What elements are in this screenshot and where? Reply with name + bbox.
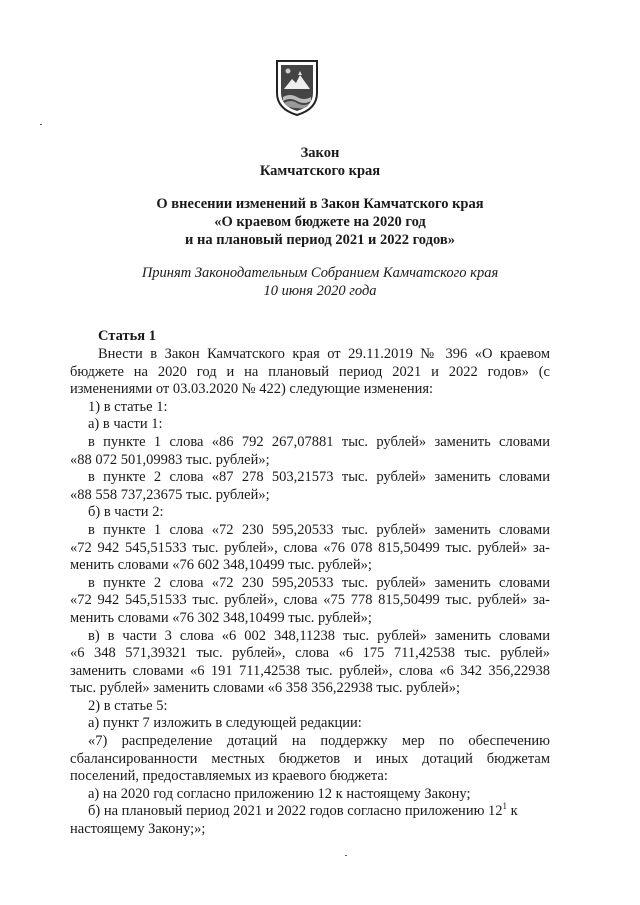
text-line: а) на 2020 год согласно приложению 12 к настоящему Закону; xyxy=(88,785,471,802)
text-line: Внести в Закон Камчатского края от 29.11.2019 № 396 «О краевом xyxy=(98,346,550,362)
text-line: «88 558 737,23675 тыс. рублей»; xyxy=(70,486,270,503)
text-line: настоящему Закону;»; xyxy=(70,821,206,838)
text-line: в) в части 3 слова «6 002 348,11238 тыс. рублей» заменить словами xyxy=(88,627,550,644)
subject-line-1: О внесении изменений в Закон Камчатского края xyxy=(156,196,484,212)
text-line: бюджете на 2020 год и на плановый период 2021 и 2022 годов» (с xyxy=(70,363,550,380)
text-line: 2) в статье 5: xyxy=(88,697,168,714)
article-heading: Статья 1 xyxy=(98,328,156,344)
subject-line-2: «О краевом бюджете на 2020 год xyxy=(214,214,426,230)
text-line: изменениями от 03.03.2020 № 422) следующие изменения: xyxy=(70,381,434,398)
text-line: б) в части 2: xyxy=(88,504,164,521)
text-line: в пункте 1 слова «72 230 595,20533 тыс. рублей» заменить словами xyxy=(88,521,550,538)
text-line-part: к xyxy=(510,803,518,820)
text-line: в пункте 2 слова «72 230 595,20533 тыс. рублей» заменить словами xyxy=(88,574,550,591)
text-line: в пункте 2 слова «87 278 503,21573 тыс. рублей» заменить словами xyxy=(88,469,550,486)
text-line: «6 348 571,39321 тыс. рублей», слова «6 175 711,42538 тыс. рублей» xyxy=(70,645,550,662)
text-line: «72 942 545,51533 тыс. рублей», слова «76 078 815,50499 тыс. рублей» за- xyxy=(70,539,550,556)
text-line: «72 942 545,51533 тыс. рублей», слова «75 778 815,50499 тыс. рублей» за- xyxy=(70,592,550,609)
text-line-part: б) на плановый период 2021 и 2022 годов согласно приложению 12 xyxy=(88,803,503,820)
adopted-date: 10 июня 2020 года xyxy=(263,283,377,299)
superscript: 1 xyxy=(502,801,508,812)
scan-speck xyxy=(40,124,42,125)
text-line: в пункте 1 слова «86 792 267,07881 тыс. рублей» заменить словами xyxy=(88,433,550,450)
text-line: а) пункт 7 изложить в следующей редакции: xyxy=(88,715,362,732)
text-line: сбалансированности местных бюджетов и иных дотаций бюджетам xyxy=(70,750,550,767)
scan-speck xyxy=(345,855,347,856)
text-line: 1) в статье 1: xyxy=(88,398,168,415)
text-line xyxy=(88,803,550,821)
text-line: менить словами «76 602 348,10499 тыс. рублей»; xyxy=(70,557,372,574)
subject-line-3: и на плановый период 2021 и 2022 годов» xyxy=(185,232,455,248)
coat-of-arms-icon xyxy=(274,59,320,117)
article-body xyxy=(70,328,550,839)
text-line: поселений, предоставляемых из краевого бюджета: xyxy=(70,768,388,785)
text-line: заменить словами «6 191 711,42538 тыс. рублей», слова «6 342 356,22938 xyxy=(70,662,550,679)
text-line: «88 072 501,09983 тыс. рублей»; xyxy=(70,451,270,468)
text-line: «7) распределение дотаций на поддержку мер по обеспечению xyxy=(88,733,550,750)
adopted-by: Принят Законодательным Собранием Камчатского края xyxy=(141,265,499,281)
text-line: менить словами «76 302 348,10499 тыс. рублей»; xyxy=(70,609,372,626)
law-title: Закон xyxy=(300,145,340,161)
text-line: тыс. рублей» заменить словами «6 358 356,22938 тыс. рублей»; xyxy=(70,680,461,697)
law-region: Камчатского края xyxy=(259,163,381,179)
text-line: а) в части 1: xyxy=(88,416,163,433)
